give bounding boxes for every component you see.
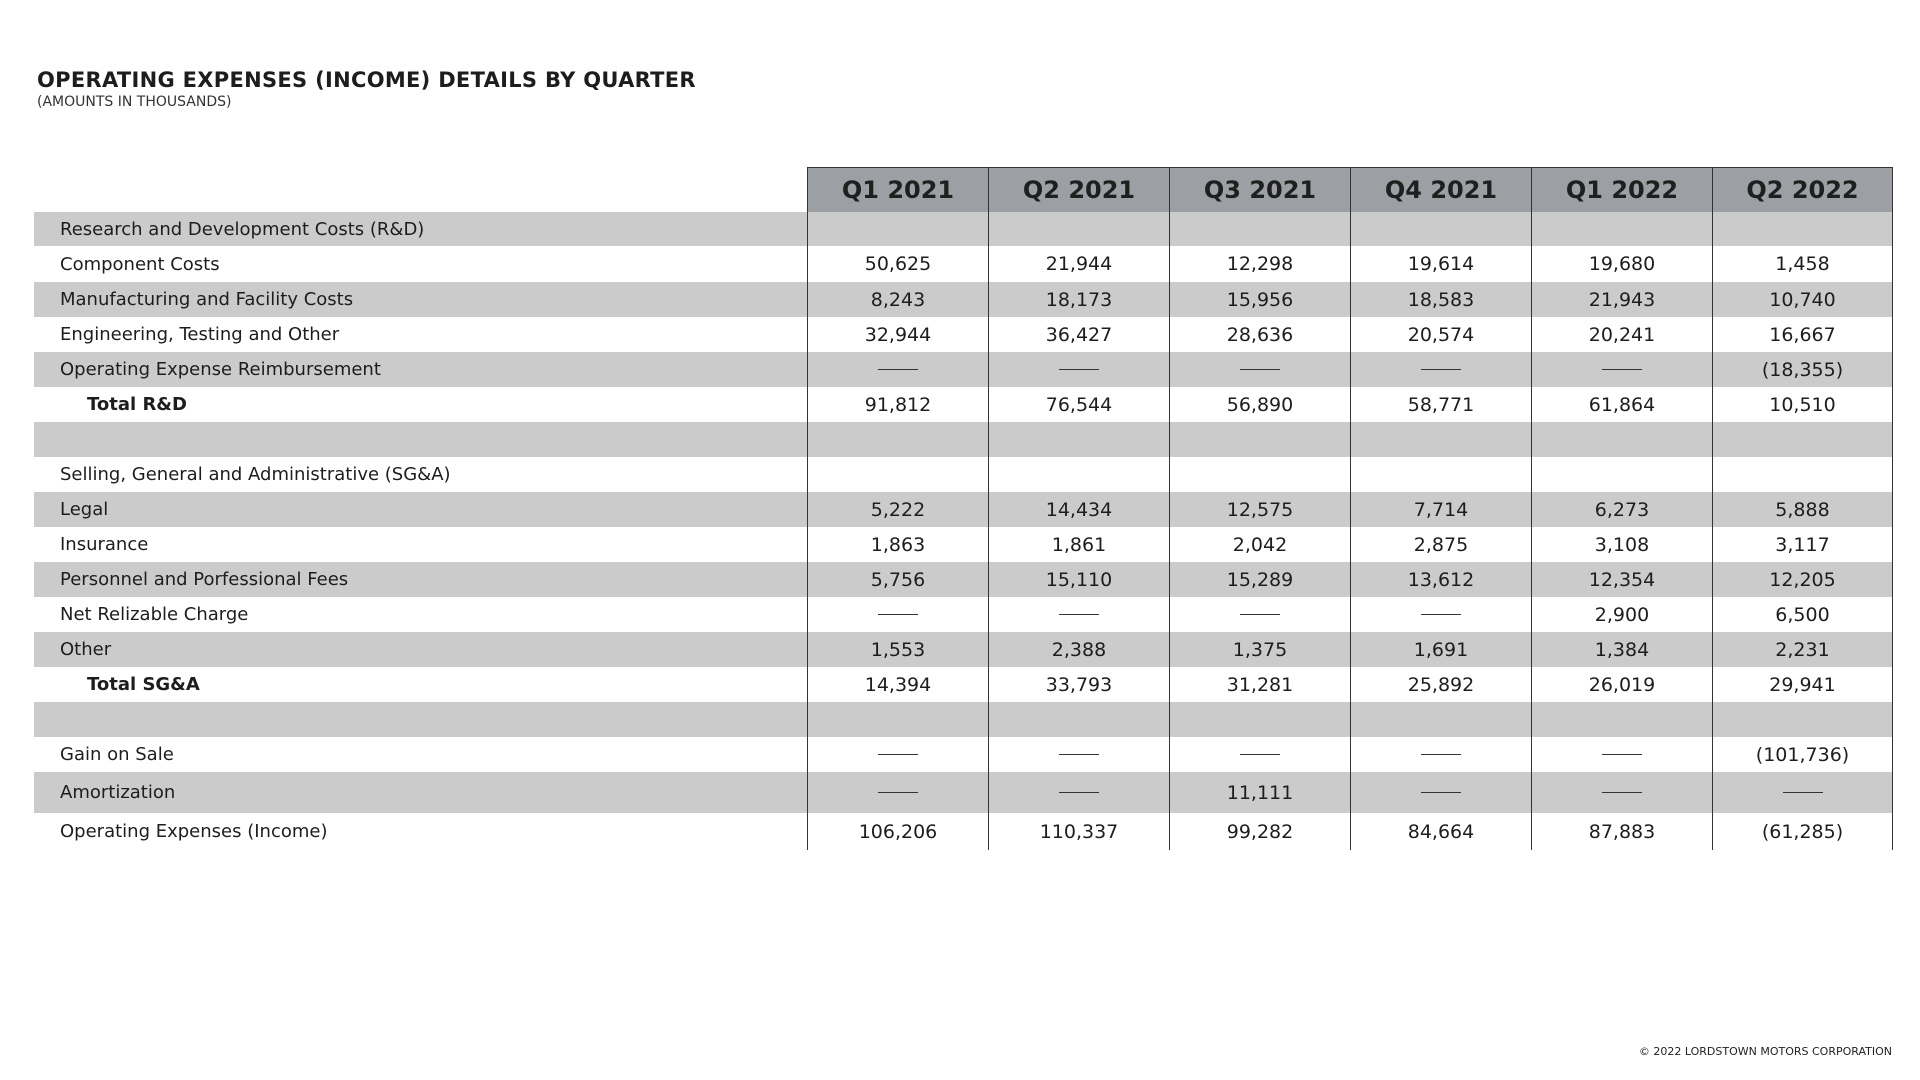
table-cell: 87,883 [1531, 813, 1712, 850]
table-cell: 1,458 [1712, 246, 1893, 282]
table-cell: 12,298 [1169, 246, 1350, 282]
table-header-row [34, 167, 1894, 212]
row-label: Total R&D [87, 394, 187, 415]
table-cell [1531, 352, 1712, 387]
table-cell [1531, 422, 1712, 457]
row-label: Operating Expense Reimbursement [34, 352, 807, 387]
table-cell [807, 737, 988, 772]
table-cell: 32,944 [807, 317, 988, 352]
table-cell: 29,941 [1712, 667, 1893, 702]
row-label: Amortization [34, 772, 807, 813]
table-cell [1531, 737, 1712, 772]
row-label: Net Relizable Charge [60, 604, 249, 625]
table-cell: 2,388 [988, 632, 1169, 667]
dash-mark [878, 369, 918, 371]
table-cell [1169, 352, 1350, 387]
table-cell: 3,108 [1531, 527, 1712, 562]
row-label: Insurance [60, 534, 149, 555]
dash-mark [1602, 754, 1642, 756]
table-row [34, 422, 1894, 457]
table-cell: 15,956 [1169, 282, 1350, 317]
table-cell [988, 212, 1169, 246]
table-cell: 61,864 [1531, 387, 1712, 422]
table-cell [807, 457, 988, 492]
table-cell [1712, 772, 1893, 813]
table-cell [807, 212, 988, 246]
table-cell [988, 737, 1169, 772]
row-label: Legal [34, 492, 807, 527]
table-row [34, 772, 1894, 813]
table-cell: 25,892 [1350, 667, 1531, 702]
table-cell: 2,042 [1169, 527, 1350, 562]
dash-mark [1059, 614, 1099, 616]
column-header: Q4 2021 [1350, 167, 1531, 212]
dash-mark [1783, 792, 1823, 794]
table-cell: 19,680 [1531, 246, 1712, 282]
table-cell [988, 702, 1169, 737]
row-label: Total SG&A [87, 674, 200, 695]
header-spacer [34, 167, 807, 212]
table-cell: 14,394 [807, 667, 988, 702]
table-cell [1350, 597, 1531, 632]
dash-mark [1059, 369, 1099, 371]
table-cell [1350, 772, 1531, 813]
table-cell: 21,944 [988, 246, 1169, 282]
table-cell: 31,281 [1169, 667, 1350, 702]
table-cell: 11,111 [1169, 772, 1350, 813]
table-cell [988, 597, 1169, 632]
table-body [34, 212, 1894, 850]
table-row [34, 282, 1894, 317]
table-row [34, 246, 1894, 282]
table-cell [988, 457, 1169, 492]
page-subtitle: (AMOUNTS IN THOUSANDS) [37, 94, 232, 110]
table-row [34, 492, 1894, 527]
table-cell [988, 422, 1169, 457]
table-cell: 26,019 [1531, 667, 1712, 702]
table-cell: 84,664 [1350, 813, 1531, 850]
dash-mark [1602, 369, 1642, 371]
table-cell [1169, 457, 1350, 492]
table-cell: 13,612 [1350, 562, 1531, 597]
table-row [34, 457, 1894, 492]
table-cell: 106,206 [807, 813, 988, 850]
row-label: Engineering, Testing and Other [60, 324, 340, 345]
dash-mark [1421, 369, 1461, 371]
table-cell: 18,173 [988, 282, 1169, 317]
table-cell: 50,625 [807, 246, 988, 282]
table-cell: (101,736) [1712, 737, 1893, 772]
table-cell [1169, 422, 1350, 457]
table-row [34, 387, 1894, 422]
table-cell: 5,222 [807, 492, 988, 527]
column-header: Q2 2022 [1712, 167, 1893, 212]
table-cell [1350, 457, 1531, 492]
table-cell: 6,500 [1712, 597, 1893, 632]
table-cell [1712, 422, 1893, 457]
table-row [34, 737, 1894, 772]
row-label: Gain on Sale [60, 744, 174, 765]
table-cell [988, 352, 1169, 387]
copyright-footer: © 2022 LORDSTOWN MOTORS CORPORATION [1638, 1045, 1892, 1058]
table-cell: 12,575 [1169, 492, 1350, 527]
table-row [34, 597, 1894, 632]
table-row [34, 527, 1894, 562]
table-cell [1531, 212, 1712, 246]
table-cell: 15,289 [1169, 562, 1350, 597]
table-cell [988, 772, 1169, 813]
page-title: OPERATING EXPENSES (INCOME) DETAILS BY QUARTER [37, 68, 696, 92]
table-cell: 1,553 [807, 632, 988, 667]
dash-mark [878, 792, 918, 794]
table-cell: 56,890 [1169, 387, 1350, 422]
table-cell: 5,888 [1712, 492, 1893, 527]
table-cell [807, 597, 988, 632]
table-cell: 12,354 [1531, 562, 1712, 597]
table-cell: 2,900 [1531, 597, 1712, 632]
table-row [34, 667, 1894, 702]
table-cell: 19,614 [1350, 246, 1531, 282]
dash-mark [1421, 754, 1461, 756]
table-cell: 2,875 [1350, 527, 1531, 562]
row-label: Selling, General and Administrative (SG&A) [60, 464, 451, 485]
row-label: Operating Expenses (Income) [60, 821, 328, 842]
table-row [34, 352, 1894, 387]
table-cell: 6,273 [1531, 492, 1712, 527]
table-row [34, 813, 1894, 850]
table-cell [1531, 457, 1712, 492]
table-cell [1350, 702, 1531, 737]
table-cell: 1,861 [988, 527, 1169, 562]
dash-mark [1240, 614, 1280, 616]
column-header: Q1 2022 [1531, 167, 1712, 212]
table-cell [1531, 772, 1712, 813]
table-row [34, 702, 1894, 737]
row-label [34, 422, 807, 457]
table-cell: 1,691 [1350, 632, 1531, 667]
dash-mark [1059, 792, 1099, 794]
row-label: Personnel and Porfessional Fees [34, 562, 807, 597]
table-cell [1712, 212, 1893, 246]
table-cell: 58,771 [1350, 387, 1531, 422]
table-cell: 12,205 [1712, 562, 1893, 597]
table-cell [807, 772, 988, 813]
table-row [34, 212, 1894, 246]
row-label: Research and Development Costs (R&D) [34, 212, 807, 246]
table-cell: 1,384 [1531, 632, 1712, 667]
column-header: Q1 2021 [807, 167, 988, 212]
table-cell [807, 702, 988, 737]
table-cell: 7,714 [1350, 492, 1531, 527]
column-header: Q3 2021 [1169, 167, 1350, 212]
table-cell: 14,434 [988, 492, 1169, 527]
dash-mark [1421, 792, 1461, 794]
row-label: Other [34, 632, 807, 667]
table-cell: 33,793 [988, 667, 1169, 702]
table-cell: 5,756 [807, 562, 988, 597]
table-cell: 21,943 [1531, 282, 1712, 317]
table-cell [1350, 352, 1531, 387]
table-cell [1712, 457, 1893, 492]
table-cell: 1,375 [1169, 632, 1350, 667]
table-cell [807, 422, 988, 457]
table-cell [1169, 737, 1350, 772]
table-cell [1350, 212, 1531, 246]
table-cell: 76,544 [988, 387, 1169, 422]
table-cell [807, 352, 988, 387]
dash-mark [878, 754, 918, 756]
row-label [34, 702, 807, 737]
table-cell [1350, 422, 1531, 457]
dash-mark [1240, 754, 1280, 756]
table-cell: 2,231 [1712, 632, 1893, 667]
column-header: Q2 2021 [988, 167, 1169, 212]
table-cell: 16,667 [1712, 317, 1893, 352]
table-cell: 15,110 [988, 562, 1169, 597]
table-cell [1169, 212, 1350, 246]
dash-mark [878, 614, 918, 616]
table-cell [1169, 597, 1350, 632]
row-label: Component Costs [60, 253, 220, 275]
dash-mark [1602, 792, 1642, 794]
table-cell: 20,241 [1531, 317, 1712, 352]
table-row [34, 632, 1894, 667]
table-cell: 110,337 [988, 813, 1169, 850]
dash-mark [1421, 614, 1461, 616]
table-cell: 28,636 [1169, 317, 1350, 352]
table-row [34, 317, 1894, 352]
table-cell: 3,117 [1712, 527, 1893, 562]
table-cell: 20,574 [1350, 317, 1531, 352]
table-cell: 10,510 [1712, 387, 1893, 422]
table-cell: 8,243 [807, 282, 988, 317]
table-cell [1712, 702, 1893, 737]
table-cell [1169, 702, 1350, 737]
table-cell: 99,282 [1169, 813, 1350, 850]
table-row [34, 562, 1894, 597]
row-label: Manufacturing and Facility Costs [34, 282, 807, 317]
table-cell: 1,863 [807, 527, 988, 562]
table-cell [1350, 737, 1531, 772]
table-cell [1531, 702, 1712, 737]
expenses-table [34, 167, 1894, 850]
table-cell: 36,427 [988, 317, 1169, 352]
table-cell: (61,285) [1712, 813, 1893, 850]
dash-mark [1240, 369, 1280, 371]
table-cell: (18,355) [1712, 352, 1893, 387]
dash-mark [1059, 754, 1099, 756]
table-cell: 10,740 [1712, 282, 1893, 317]
table-cell: 18,583 [1350, 282, 1531, 317]
table-cell: 91,812 [807, 387, 988, 422]
